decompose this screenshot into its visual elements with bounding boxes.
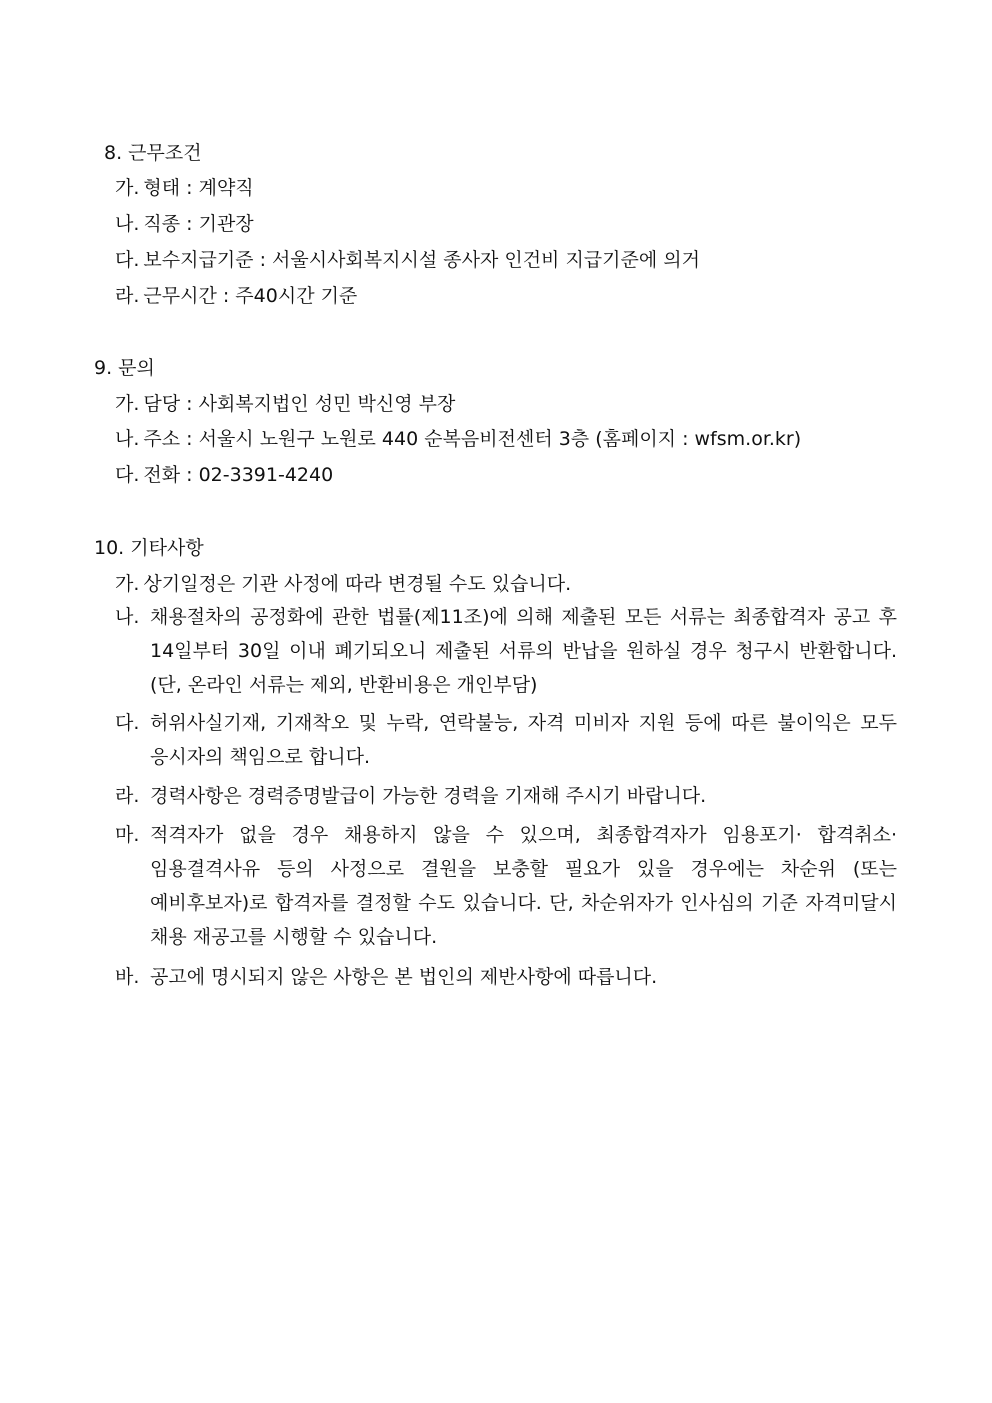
list-item [115,567,897,601]
list-item-text: 허위사실기재, 기재착오 및 누락, 연락불능, 자격 미비자 지원 등에 따른 불이익은 모두 응시자의 책임으로 합니다. [150,712,897,768]
list-item-text: 상기일정은 기관 사정에 따라 변경될 수도 있습니다. [143,573,572,595]
list-item-text: 직종 : 기관장 [143,213,254,235]
list-marker: 나. [115,606,140,628]
list-item [115,207,897,241]
list-marker: 가. [115,177,140,199]
list-item [115,779,897,813]
list-item-text: 근무시간 : 주40시간 기준 [143,285,358,307]
list-item-text: 채용절차의 공정화에 관한 법률(제11조)에 의해 제출된 모든 서류는 최종합격자 공고 후 14일부터 30일 이내 폐기되오니 제출된 서류의 반납을 원하실 경우 청구시 반환합니다. (단, 온라인 서류는 제외, 반환비용은 개인부담) [150,606,897,696]
list-marker: 라. [115,785,140,807]
list-item [115,387,897,421]
list-item-text: 적격자가 없을 경우 채용하지 않을 수 있으며, 최종합격자가 임용포기· 합격취소· 임용결격사유 등의 사정으로 결원을 보충할 필요가 있을 경우에는 차순위 (또는 예비후보자)로 합격자를 결정할 수도 있습니다. 단, 차순위자가 인사심의 기준 자격미달시 채용 재공고를 시행할 수 있습니다. [150,824,897,948]
section-heading: 8. 근무조건 [104,142,202,164]
list-item-text: 경력사항은 경력증명발급이 가능한 경력을 기재해 주시기 바랍니다. [150,785,707,807]
list-marker: 바. [115,966,140,988]
list-item [115,960,897,994]
list-marker: 가. [115,393,140,415]
list-marker: 나. [115,428,140,450]
list-item-text: 보수지급기준 : 서울시사회복지시설 종사자 인건비 지급기준에 의거 [143,249,700,271]
list-item-text: 형태 : 계약직 [143,177,254,199]
list-item [115,422,897,456]
list-item [115,279,897,313]
list-item-text: 공고에 명시되지 않은 사항은 본 법인의 제반사항에 따릅니다. [150,966,658,988]
list-marker: 마. [115,824,140,846]
list-item [115,706,897,774]
list-item [115,600,897,702]
list-item [115,171,897,205]
list-item [115,458,897,492]
list-marker: 다. [115,712,140,734]
list-item [115,818,897,954]
section-heading: 9. 문의 [94,357,155,379]
list-marker: 다. [115,249,140,271]
list-marker: 라. [115,285,140,307]
list-item-text: 담당 : 사회복지법인 성민 박신영 부장 [143,393,456,415]
list-marker: 가. [115,573,140,595]
list-marker: 나. [115,213,140,235]
list-marker: 다. [115,464,140,486]
list-item-text: 전화 : 02-3391-4240 [143,464,334,486]
section-heading: 10. 기타사항 [94,537,204,559]
list-item [115,243,897,277]
list-item-text: 주소 : 서울시 노원구 노원로 440 순복음비전센터 3층 (홈페이지 : wfsm.or.kr) [143,428,802,450]
